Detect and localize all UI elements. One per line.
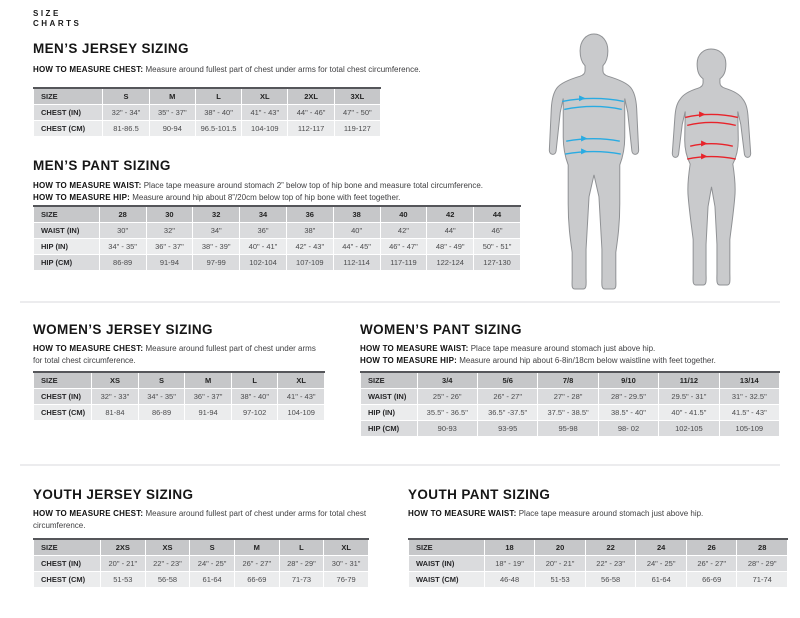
- table-cell: 38" - 40": [195, 104, 241, 120]
- table-cell: 51-53: [535, 571, 586, 587]
- table-cell: 24" - 25": [636, 555, 687, 571]
- section-divider: [20, 464, 780, 466]
- table-cell: 105-109: [719, 420, 779, 436]
- howto-text: Measure around fullest part of chest under arms for total chest circumference.: [33, 509, 367, 530]
- mens-jersey-heading: MEN’S JERSEY SIZING: [33, 41, 189, 56]
- table-header-cell: L: [195, 88, 241, 104]
- howto-text: Place tape measure around stomach just above hip.: [468, 344, 656, 353]
- table-header-cell: L: [279, 539, 324, 555]
- table-cell: 38": [286, 222, 333, 238]
- table-cell: 34" - 35": [99, 238, 146, 254]
- page-title-line1: SIZE: [33, 9, 61, 18]
- table-header-cell: S: [103, 88, 149, 104]
- table-cell: 56-58: [585, 571, 636, 587]
- table-cell: 42" - 43": [286, 238, 333, 254]
- table-header-cell: 3XL: [334, 88, 380, 104]
- table-cell: 90-94: [149, 120, 195, 136]
- howto-line: [33, 180, 553, 192]
- table-header-cell: S: [138, 372, 185, 388]
- table-cell: 66-69: [686, 571, 737, 587]
- howto-line: [33, 192, 553, 204]
- table-cell: 96.5-101.5: [195, 120, 241, 136]
- table-cell: 66-69: [234, 571, 279, 587]
- table-cell: 127-130: [474, 254, 521, 270]
- table-header-cell: 18: [484, 539, 535, 555]
- table-cell: 51-53: [101, 571, 146, 587]
- table-cell: 38.5" - 40": [598, 404, 658, 420]
- table-row: [34, 571, 369, 587]
- youth-jersey-howto: [33, 508, 378, 531]
- page-title: [33, 9, 81, 29]
- table-cell: 93-95: [477, 420, 537, 436]
- womens-jersey-heading: WOMEN’S JERSEY SIZING: [33, 322, 213, 337]
- table-row: [409, 555, 788, 571]
- table-cell: 31" - 32.5": [719, 388, 779, 404]
- table-header-cell: SIZE: [361, 372, 418, 388]
- youth-jersey-table: [33, 538, 369, 588]
- table-cell: 41" - 43": [278, 388, 325, 404]
- table-header-cell: XL: [242, 88, 288, 104]
- table-cell: 36": [240, 222, 287, 238]
- table-cell: 30": [99, 222, 146, 238]
- table-cell: 76-79: [324, 571, 369, 587]
- table-cell: 40" - 41.5": [659, 404, 719, 420]
- table-cell: 102-105: [659, 420, 719, 436]
- table-cell: 46-48: [484, 571, 535, 587]
- table-header-cell: 20: [535, 539, 586, 555]
- table-cell: 29.5" - 31": [659, 388, 719, 404]
- table-row: [34, 555, 369, 571]
- table-cell: 35" - 37": [149, 104, 195, 120]
- table-header-cell: 13/14: [719, 372, 779, 388]
- table-cell: 91-94: [185, 404, 232, 420]
- table-cell: 117-119: [380, 254, 427, 270]
- table-header-cell: 42: [427, 206, 474, 222]
- table-header-cell: M: [185, 372, 232, 388]
- table-cell: 71-74: [737, 571, 788, 587]
- table-cell: 86-89: [99, 254, 146, 270]
- table-cell: 90-93: [417, 420, 477, 436]
- row-label-cell: HIP (CM): [361, 420, 418, 436]
- table-cell: 20" - 21": [101, 555, 146, 571]
- howto-text: Place tape measure around stomach 2” below top of hip bone and measure total circumference.: [141, 181, 484, 190]
- womens-pant-heading: WOMEN’S PANT SIZING: [360, 322, 522, 337]
- table-cell: 98- 02: [598, 420, 658, 436]
- table-header-row: [34, 206, 521, 222]
- table-header-cell: 34: [240, 206, 287, 222]
- table-cell: 22" - 23": [145, 555, 190, 571]
- table-cell: 36" - 37": [146, 238, 193, 254]
- row-label-cell: CHEST (IN): [34, 388, 92, 404]
- table-cell: 28" - 29.5": [598, 388, 658, 404]
- table-header-row: [361, 372, 780, 388]
- table-cell: 22" - 23": [585, 555, 636, 571]
- table-row: [361, 404, 780, 420]
- table-cell: 104-109: [242, 120, 288, 136]
- table-header-cell: SIZE: [34, 372, 92, 388]
- howto-text: Measure around hip about 8”/20cm below top of hip bone with feet together.: [130, 192, 401, 202]
- table-cell: 28" - 29": [279, 555, 324, 571]
- youth-pant-table: [408, 538, 788, 588]
- table-row: [361, 420, 780, 436]
- row-label-cell: CHEST (CM): [34, 120, 103, 136]
- mens-pant-howto: [33, 180, 553, 203]
- table-header-cell: XS: [145, 539, 190, 555]
- womens-jersey-table: [33, 371, 325, 421]
- howto-label: HOW TO MEASURE WAIST:: [33, 181, 142, 190]
- table-cell: 32" - 34": [103, 104, 149, 120]
- table-cell: 28" - 29": [737, 555, 788, 571]
- table-header-row: [34, 372, 325, 388]
- table-cell: 40" - 41": [240, 238, 287, 254]
- howto-label: HOW TO MEASURE HIP:: [360, 355, 457, 365]
- table-header-cell: 36: [286, 206, 333, 222]
- table-cell: 34": [193, 222, 240, 238]
- female-body-outline: [672, 49, 750, 285]
- table-header-cell: SIZE: [409, 539, 485, 555]
- table-cell: 107-109: [286, 254, 333, 270]
- table-header-cell: 9/10: [598, 372, 658, 388]
- row-label-cell: CHEST (IN): [34, 555, 101, 571]
- youth-pant-howto: [408, 508, 788, 520]
- womens-pant-table: [360, 371, 780, 437]
- table-header-cell: XS: [92, 372, 139, 388]
- table-cell: 27" - 28": [538, 388, 598, 404]
- table-cell: 34" - 35": [138, 388, 185, 404]
- mens-pant-heading: MEN’S PANT SIZING: [33, 158, 171, 173]
- table-header-cell: 40: [380, 206, 427, 222]
- table-cell: 56-58: [145, 571, 190, 587]
- table-cell: 102-104: [240, 254, 287, 270]
- table-header-cell: 26: [686, 539, 737, 555]
- table-header-cell: 28: [99, 206, 146, 222]
- table-cell: 104-109: [278, 404, 325, 420]
- table-header-cell: 24: [636, 539, 687, 555]
- table-cell: 26" - 27": [686, 555, 737, 571]
- table-row: [361, 388, 780, 404]
- row-label-cell: WAIST (IN): [34, 222, 100, 238]
- table-cell: 81-86.5: [103, 120, 149, 136]
- table-header-cell: SIZE: [34, 539, 101, 555]
- howto-label: HOW TO MEASURE WAIST:: [360, 344, 469, 353]
- youth-jersey-heading: YOUTH JERSEY SIZING: [33, 487, 194, 502]
- row-label-cell: WAIST (CM): [409, 571, 485, 587]
- table-header-cell: 5/6: [477, 372, 537, 388]
- howto-text: Measure around fullest part of chest under arms for total chest circumference.: [33, 344, 316, 365]
- table-cell: 26" - 27": [234, 555, 279, 571]
- table-header-row: [409, 539, 788, 555]
- table-cell: 18" - 19": [484, 555, 535, 571]
- howto-label: HOW TO MEASURE WAIST:: [408, 509, 517, 518]
- table-cell: 42": [380, 222, 427, 238]
- table-cell: 81-84: [92, 404, 139, 420]
- table-cell: 122-124: [427, 254, 474, 270]
- table-cell: 30" - 31": [324, 555, 369, 571]
- table-cell: 86-89: [138, 404, 185, 420]
- table-header-cell: XL: [324, 539, 369, 555]
- table-cell: 38" - 40": [231, 388, 278, 404]
- table-cell: 95-98: [538, 420, 598, 436]
- table-cell: 44" - 45": [333, 238, 380, 254]
- table-header-cell: 2XL: [288, 88, 334, 104]
- table-cell: 24" - 25": [190, 555, 235, 571]
- table-cell: 20" - 21": [535, 555, 586, 571]
- womens-jersey-howto: [33, 343, 323, 366]
- table-cell: 50" - 51": [474, 238, 521, 254]
- howto-text: Measure around hip about 6-8in/18cm below waistline with feet together.: [457, 355, 716, 365]
- row-label-cell: CHEST (CM): [34, 404, 92, 420]
- table-cell: 91-94: [146, 254, 193, 270]
- table-header-cell: 11/12: [659, 372, 719, 388]
- table-cell: 36.5" -37.5": [477, 404, 537, 420]
- howto-label: HOW TO MEASURE CHEST:: [33, 65, 144, 74]
- table-header-cell: 32: [193, 206, 240, 222]
- table-cell: 36" - 37": [185, 388, 232, 404]
- howto-line: [360, 355, 780, 367]
- table-cell: 44" - 46": [288, 104, 334, 120]
- howto-label: HOW TO MEASURE CHEST:: [33, 344, 144, 353]
- table-row: [409, 571, 788, 587]
- table-header-cell: SIZE: [34, 88, 103, 104]
- table-cell: 41.5" - 43": [719, 404, 779, 420]
- row-label-cell: HIP (IN): [34, 238, 100, 254]
- row-label-cell: WAIST (IN): [409, 555, 485, 571]
- table-cell: 97-99: [193, 254, 240, 270]
- table-cell: 48" - 49": [427, 238, 474, 254]
- mens-pant-table: [33, 205, 521, 271]
- table-cell: 37.5" - 38.5": [538, 404, 598, 420]
- row-label-cell: CHEST (CM): [34, 571, 101, 587]
- table-cell: 44": [427, 222, 474, 238]
- table-header-row: [34, 539, 369, 555]
- row-label-cell: HIP (IN): [361, 404, 418, 420]
- womens-pant-howto: [360, 343, 780, 366]
- row-label-cell: CHEST (IN): [34, 104, 103, 120]
- table-cell: 46" - 47": [380, 238, 427, 254]
- table-cell: 25" - 26": [417, 388, 477, 404]
- table-cell: 119-127: [334, 120, 380, 136]
- table-header-cell: SIZE: [34, 206, 100, 222]
- mens-jersey-howto: [33, 64, 553, 76]
- howto-text: Measure around fullest part of chest under arms for total chest circumference.: [143, 65, 421, 74]
- table-cell: 46": [474, 222, 521, 238]
- table-cell: 97-102: [231, 404, 278, 420]
- table-header-row: [34, 88, 381, 104]
- howto-label: HOW TO MEASURE CHEST:: [33, 509, 144, 518]
- table-cell: 41" - 43": [242, 104, 288, 120]
- table-row: [34, 222, 521, 238]
- table-cell: 112-117: [288, 120, 334, 136]
- page-title-line2: CHARTS: [33, 19, 82, 28]
- table-row: [34, 254, 521, 270]
- table-row: [34, 388, 325, 404]
- table-cell: 40": [333, 222, 380, 238]
- table-cell: 38" - 39": [193, 238, 240, 254]
- table-cell: 61-64: [190, 571, 235, 587]
- table-header-cell: M: [234, 539, 279, 555]
- table-header-cell: 38: [333, 206, 380, 222]
- table-cell: 35.5" - 36.5": [417, 404, 477, 420]
- howto-label: HOW TO MEASURE HIP:: [33, 192, 130, 202]
- table-header-cell: XL: [278, 372, 325, 388]
- table-header-cell: 2XS: [101, 539, 146, 555]
- mens-jersey-table: [33, 87, 381, 137]
- howto-text: Place tape measure around stomach just above hip.: [516, 509, 704, 518]
- table-header-cell: 7/8: [538, 372, 598, 388]
- row-label-cell: HIP (CM): [34, 254, 100, 270]
- table-cell: 32": [146, 222, 193, 238]
- female-silhouette: [664, 48, 759, 291]
- table-row: [34, 120, 381, 136]
- table-header-cell: L: [231, 372, 278, 388]
- table-row: [34, 238, 521, 254]
- youth-pant-heading: YOUTH PANT SIZING: [408, 487, 551, 502]
- table-header-cell: 44: [474, 206, 521, 222]
- table-cell: 71-73: [279, 571, 324, 587]
- row-label-cell: WAIST (IN): [361, 388, 418, 404]
- table-cell: 32" - 33": [92, 388, 139, 404]
- howto-line: [360, 343, 780, 355]
- table-header-cell: 22: [585, 539, 636, 555]
- male-silhouette: [542, 33, 642, 291]
- table-header-cell: S: [190, 539, 235, 555]
- table-header-cell: M: [149, 88, 195, 104]
- section-divider: [20, 301, 780, 303]
- male-body-outline: [549, 34, 638, 289]
- table-header-cell: 3/4: [417, 372, 477, 388]
- table-cell: 112-114: [333, 254, 380, 270]
- table-cell: 61-64: [636, 571, 687, 587]
- table-row: [34, 104, 381, 120]
- table-row: [34, 404, 325, 420]
- table-cell: 47" - 50": [334, 104, 380, 120]
- table-cell: 26" - 27": [477, 388, 537, 404]
- table-header-cell: 28: [737, 539, 788, 555]
- table-header-cell: 30: [146, 206, 193, 222]
